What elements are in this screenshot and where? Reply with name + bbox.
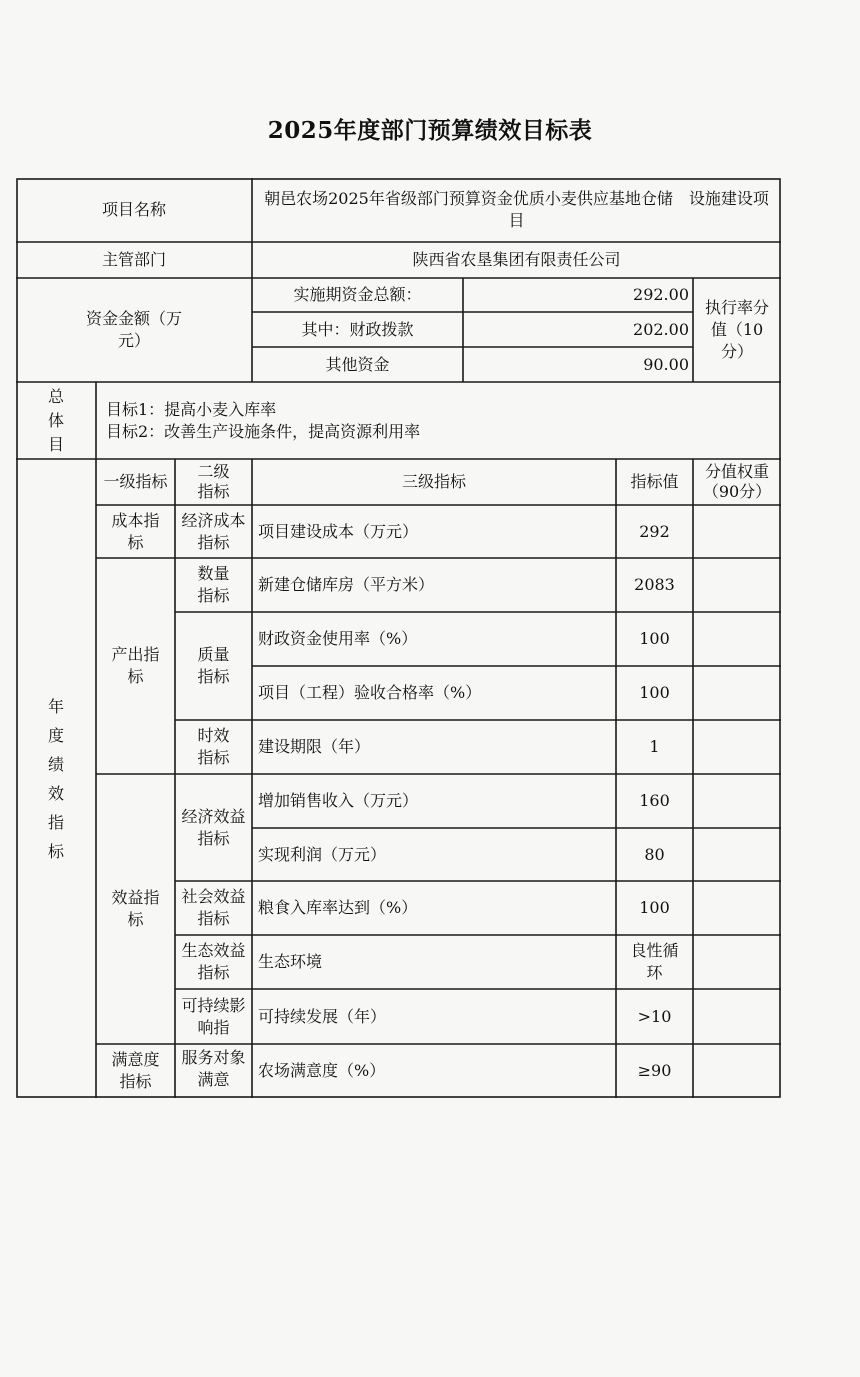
row-value: 160 xyxy=(639,791,670,810)
group-satisfaction: 满意度指标 xyxy=(111,1050,160,1091)
project-name-label: 项目名称 xyxy=(101,200,166,219)
header-weight: 分值权重（90分） xyxy=(702,462,772,501)
subgroup-quantity: 数量指标 xyxy=(197,564,230,605)
funds-fiscal-label: 其中：财政拨款 xyxy=(301,319,414,339)
row-name: 项目（工程）验收合格率（%） xyxy=(258,683,482,702)
header-level2: 二级指标 xyxy=(197,462,230,501)
row-value: ≥90 xyxy=(637,1061,672,1080)
project-name-value: 朝邑农场2025年省级部门预算资金优质小麦供应基地仓储 设施建设项目 xyxy=(264,189,769,230)
row-name: 项目建设成本（万元） xyxy=(258,521,419,541)
row-value: 292 xyxy=(639,521,670,541)
row-value: 100 xyxy=(639,683,670,702)
header-level3: 三级指标 xyxy=(401,472,466,491)
row-value: 80 xyxy=(644,844,665,864)
row-name: 增加销售收入（万元） xyxy=(258,791,419,810)
overall-goal-2: 目标2：改善生产设施条件，提高资源利用率 xyxy=(106,421,421,441)
row-value: 2083 xyxy=(634,575,675,594)
row-name: 建设期限（年） xyxy=(258,737,371,756)
department-label: 主管部门 xyxy=(101,250,166,269)
execution-rate-label: 执行率分值（10分） xyxy=(704,298,769,361)
annual-indicators-label: 年度绩效指标 xyxy=(47,696,64,861)
subgroup-sustain: 可持续影响指 xyxy=(181,995,246,1037)
group-cost: 成本指标 xyxy=(111,510,160,552)
row-value: 良性循环 xyxy=(630,941,679,982)
department-value: 陕西省农垦集团有限责任公司 xyxy=(412,250,621,269)
subgroup-timeliness: 时效指标 xyxy=(197,726,230,767)
funds-label: 资金金额（万元） xyxy=(86,309,183,350)
row-name: 可持续发展（年） xyxy=(258,1006,387,1026)
overall-goal-label: 总体目 xyxy=(47,386,64,454)
subgroup-econ-cost: 经济成本指标 xyxy=(181,510,246,552)
funds-total-label: 实施期资金总额： xyxy=(293,285,422,304)
row-value: 1 xyxy=(649,737,660,756)
performance-table xyxy=(16,178,781,1098)
funds-total-value: 292.00 xyxy=(633,285,689,304)
subgroup-service: 服务对象满意 xyxy=(181,1048,246,1089)
row-value: 100 xyxy=(639,898,670,917)
group-output: 产出指标 xyxy=(111,645,160,686)
funds-other-value: 90.00 xyxy=(643,354,689,374)
subgroup-eco: 生态效益指标 xyxy=(181,941,246,982)
overall-goal-1: 目标1：提高小麦入库率 xyxy=(106,399,277,419)
header-value: 指标值 xyxy=(630,472,679,491)
header-level1: 一级指标 xyxy=(103,472,168,491)
row-name: 农场满意度（%） xyxy=(258,1061,386,1080)
row-name: 财政资金使用率（%） xyxy=(258,629,418,648)
subgroup-social: 社会效益指标 xyxy=(181,887,246,928)
subgroup-econ-benefit: 经济效益指标 xyxy=(181,806,246,848)
row-name: 粮食入库率达到（%） xyxy=(258,898,418,917)
row-value: >10 xyxy=(637,1006,672,1026)
funds-fiscal-value: 202.00 xyxy=(633,319,689,339)
overall-goals xyxy=(96,382,781,459)
row-name: 生态环境 xyxy=(258,952,323,971)
row-name: 新建仓储库房（平方米） xyxy=(258,575,435,594)
row-name: 实现利润（万元） xyxy=(258,844,387,864)
group-benefit: 效益指标 xyxy=(111,888,160,929)
page-title: 2025年度部门预算绩效目标表 xyxy=(267,117,593,144)
funds-other-label: 其他资金 xyxy=(325,354,390,374)
row-value: 100 xyxy=(639,629,670,648)
subgroup-quality: 质量指标 xyxy=(197,645,230,686)
